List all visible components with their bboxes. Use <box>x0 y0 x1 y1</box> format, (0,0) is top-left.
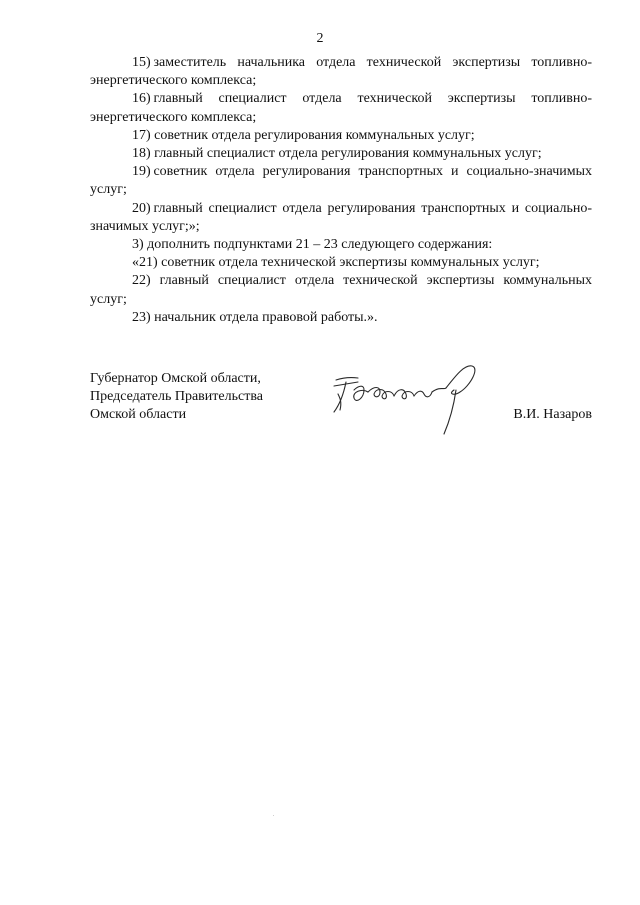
signature-block <box>90 370 592 430</box>
list-item: 22) главный специалист отдела технической экспертизы коммунальных услуг; <box>90 273 592 307</box>
signatory-position <box>90 370 263 425</box>
list-item: 19) советник отдела регулирования транспортных и социально-значимых услуг; <box>90 164 592 198</box>
list-item: 18) главный специалист отдела регулирования коммунальных услуг; <box>132 146 542 162</box>
position-line: Губернатор Омской области, <box>90 371 261 386</box>
signatory-name: В.И. Назаров <box>513 407 592 422</box>
document-body <box>90 54 592 327</box>
position-line: Председатель Правительства <box>90 389 263 405</box>
handwritten-signature <box>328 360 488 440</box>
position-line: Омской области <box>90 407 187 423</box>
page-number: 2 <box>316 31 324 46</box>
list-item: «21) советник отдела технической экспертизы коммунальных услуг; <box>132 255 540 271</box>
list-item: 16) главный специалист отдела технической экспертизы топливно-энергетического комплекса; <box>90 91 592 125</box>
list-item: 3) дополнить подпунктами 21 – 23 следующего содержания: <box>132 237 493 253</box>
list-item: 17) советник отдела регулирования коммунальных услуг; <box>132 127 475 143</box>
list-item: 20) главный специалист отдела регулирования транспортных и социально-значимых услуг;»; <box>90 200 592 234</box>
scan-speck <box>273 815 274 816</box>
list-item: 23) начальник отдела правовой работы.». <box>132 309 378 325</box>
list-item: 15) заместитель начальника отдела технической экспертизы топливно-энергетического комплекса; <box>90 55 592 89</box>
